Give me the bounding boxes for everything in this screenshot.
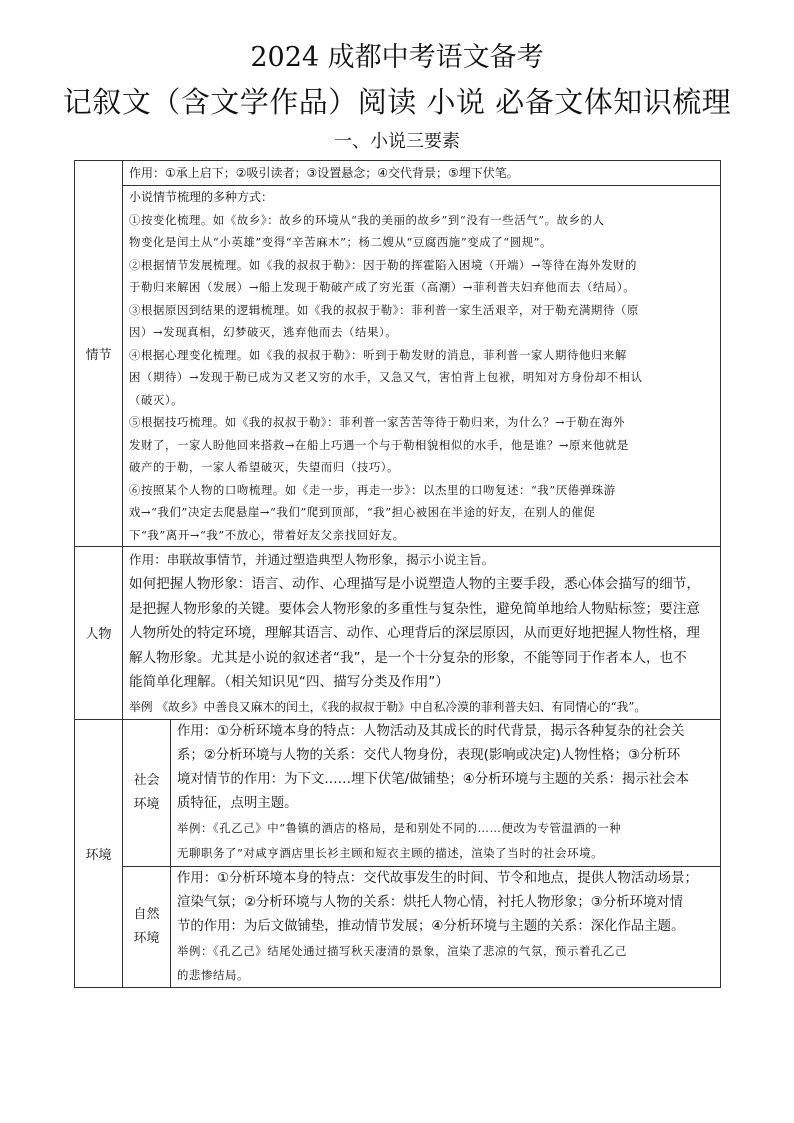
character-function: 作用：串联故事情节，并通过塑造典型人物形象，揭示小说主旨。 xyxy=(129,552,495,567)
social-label-line: 环境 xyxy=(133,796,160,812)
plot-line: 物变化是闰土从“小英雄”变得“辛苦麻木”；杨二嫂从“豆腐西施”变成了“圆规”。 xyxy=(129,235,553,249)
plot-line: 于勒归来解困（发展）→船上发现于勒破产成了穷光蛋（高潮）→菲利普夫妇弃他而去（结局）。 xyxy=(129,280,636,294)
plot-line: ①按变化梳理。如《故乡》：故乡的环境从“我的美丽的故乡”到“没有一些活气”。故乡的人 xyxy=(129,212,605,227)
plot-function: 作用：①承上启下；②吸引读者；③设置悬念；④交代背景；⑤埋下伏笔。 xyxy=(123,161,720,186)
plot-line: 破产的于勒，一家人希望破灭，失望而归（技巧）。 xyxy=(129,460,400,474)
social-environment-label xyxy=(123,719,171,866)
character-example: 举例 《故乡》中善良又麻木的闰土，《我的叔叔于勒》中自私冷漠的菲利普夫妇、有同情心的“我”。 xyxy=(129,699,647,714)
environment-social-row xyxy=(75,719,721,866)
page-subtitle: 记叙文（含文学作品）阅读 小说 必备文体知识梳理 xyxy=(62,85,732,119)
natural-environment-label xyxy=(123,866,171,987)
natural-example-line: 举例：《孔乙己》结尾处通过描写秋天凄清的景象，渲染了悲凉的气氛，预示着孔乙己 xyxy=(177,943,627,958)
plot-row xyxy=(75,161,721,547)
plot-line: 下“我”离开→“我”不放心，带着好友父亲找回好友。 xyxy=(129,527,405,542)
character-content xyxy=(123,547,721,720)
social-line: 系；②分析环境与人物的关系：交代人物身份，表现(影响或决定)人物性格；③分析环 xyxy=(177,747,681,763)
character-line: 如何把握人物形象：语言、动作、心理描写是小说塑造人物的主要手段，悉心体会描写的细节， xyxy=(129,576,700,592)
plot-line: 因）→发现真相，幻梦破灭，逃弃他而去（结果）。 xyxy=(129,325,398,339)
natural-environment-content xyxy=(171,866,721,987)
natural-line: 节的作用：为后文做铺垫，推动情节发展；④分析环境与主题的关系：深化作品主题。 xyxy=(177,918,685,934)
section-heading: 一、小说三要素 xyxy=(334,131,460,152)
social-environment-content xyxy=(171,719,721,866)
social-line: 境对情节的作用：为下文……埋下伏笔/做铺垫；④分析环境与主题的关系：揭示社会本 xyxy=(177,771,689,787)
social-example-line: 举例：《孔乙己》中“鲁镇的酒店的格局，是和别处不同的……便改为专管温酒的一种 xyxy=(177,820,622,835)
page-title: 2024 成都中考语文备考 xyxy=(250,42,544,73)
plot-content xyxy=(123,161,721,547)
natural-label-line: 环境 xyxy=(133,930,160,946)
plot-line: ③根据原因到结果的逻辑梳理。如《我的叔叔于勒》：菲利普一家生活艰辛，对于勒充满期待（原 xyxy=(129,302,639,317)
social-line: 质特征，点明主题。 xyxy=(177,795,298,811)
character-line: 是把握人物形象的关键。要体会人物形象的多重性与复杂性，避免简单地给人物贴标签；要注意 xyxy=(129,600,700,617)
plot-line: ⑤根据技巧梳理。如《我的叔叔于勒》：菲利普一家苦苦等待于勒归来，为什么？→于勒在海外 xyxy=(129,415,626,429)
social-label-line: 社会 xyxy=(133,772,160,788)
character-row xyxy=(75,547,721,720)
natural-line: 作用：①分析环境本身的特点：交代故事发生的时间、节令和地点，提供人物活动场景； xyxy=(177,870,698,886)
plot-line: ②根据情节发展梳理。如《我的叔叔于勒》：因于勒的挥霍陷入困境（开端）→等待在海外发财的 xyxy=(129,257,638,272)
environment-natural-row xyxy=(75,866,721,987)
natural-example-line: 的悲惨结局。 xyxy=(177,967,249,982)
elements-table xyxy=(74,160,721,988)
character-label: 人物 xyxy=(75,547,123,720)
character-line: 解人物形象。尤其是小说的叙述者“我”，是一个十分复杂的形象，不能等同于作者本人，也不 xyxy=(129,649,687,666)
social-line: 作用：①分析环境本身的特点：人物活动及其成长的时代背景，揭示各种复杂的社会关 xyxy=(177,723,685,739)
natural-line: 渲染气氛；②分析环境与人物的关系：烘托人物心情，衬托人物形象；③分析环境对情 xyxy=(177,894,684,910)
plot-methods-intro: 小说情节梳理的多种方式： xyxy=(129,190,274,204)
plot-line: ④根据心理变化梳理。如《我的叔叔于勒》：听到于勒发财的消息，菲利普一家人期待他归来解 xyxy=(129,347,627,362)
natural-label-line: 自然 xyxy=(133,906,160,922)
plot-line: 困（期待）→发现于勒已成为又老又穷的水手，又急又气，害怕背上包袱，明知对方身份却不相认 xyxy=(129,370,643,384)
plot-line: 戏→“我们”决定去爬悬崖→“我们”爬到顶部，“我”担心被困在半途的好友，在别人的催促 xyxy=(129,505,596,519)
plot-label: 情节 xyxy=(75,161,123,547)
plot-line: （破灭）。 xyxy=(129,392,184,407)
character-line: 能简单化理解。（相关知识见“四、描写分类及作用”） xyxy=(129,674,449,690)
character-line: 人物所处的特定环境，理解其语言、动作、心理背后的深层原因，从而更好地把握人物性格，理 xyxy=(129,625,700,641)
plot-line: 发财了，一家人盼他回来搭救→在船上巧遇一个与于勒相貌相似的水手，他是谁？→原来他就是 xyxy=(129,437,629,452)
environment-label: 环境 xyxy=(75,719,123,987)
plot-line: ⑥按照某个人物的口吻梳理。如《走一步，再走一步》：以杰里的口吻复述：“我”厌倦弹珠游 xyxy=(129,482,616,497)
social-example-line: 无聊职务了”对咸亨酒店里长衫主顾和短衣主顾的描述，渲染了当时的社会环境。 xyxy=(177,845,604,860)
